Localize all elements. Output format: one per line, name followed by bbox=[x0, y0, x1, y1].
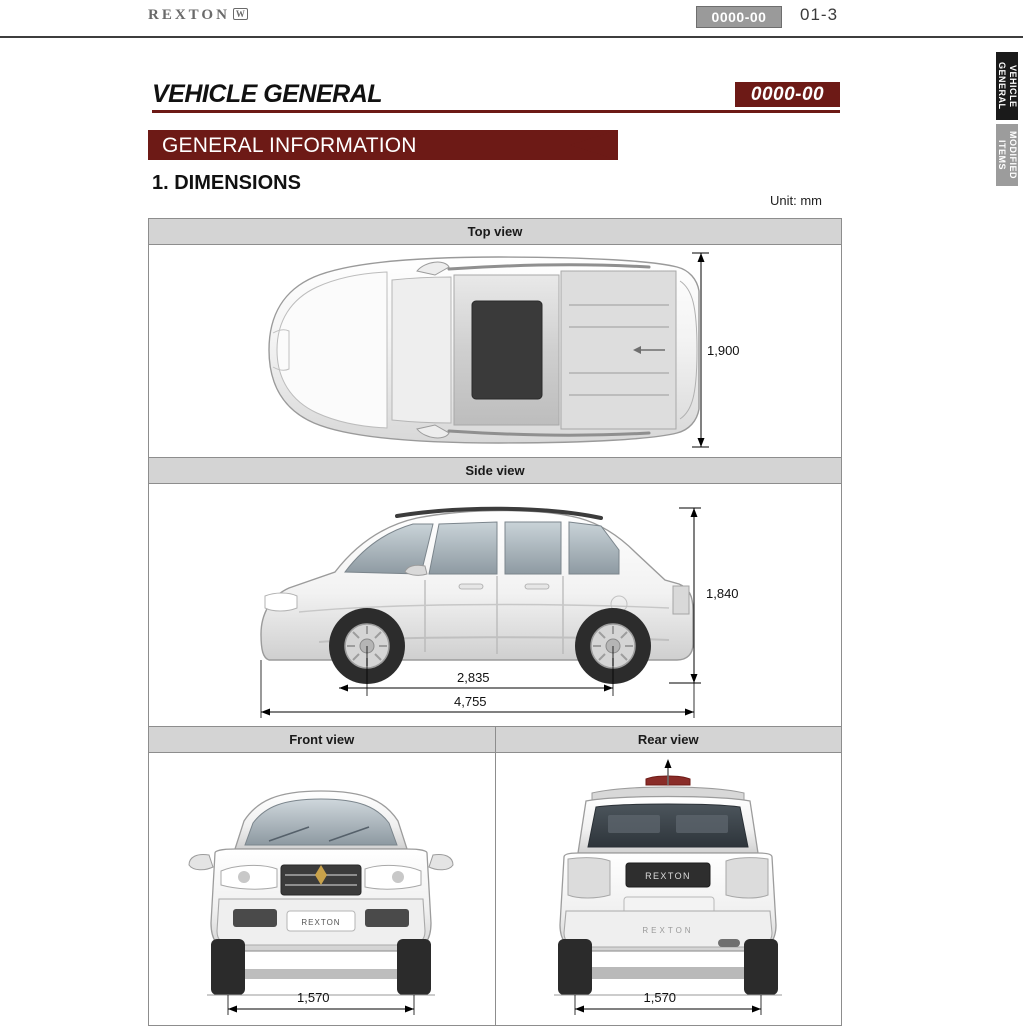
rear-view-cell bbox=[496, 753, 842, 1025]
page-header bbox=[0, 0, 1023, 38]
front-rear-view-row bbox=[149, 753, 841, 1025]
dimensions-table bbox=[148, 218, 842, 1026]
svg-text:REXTON: REXTON bbox=[301, 918, 341, 927]
dimension-overall-length: 4,755 bbox=[454, 694, 487, 709]
document-code-badge: 0000-00 bbox=[696, 6, 782, 28]
dimension-side-view-height: 1,840 bbox=[706, 586, 739, 601]
banner-arrow-shape bbox=[570, 130, 618, 160]
banner-title: GENERAL INFORMATION bbox=[162, 134, 417, 157]
side-view-cell bbox=[149, 484, 841, 727]
table-header-rear-view: Rear view bbox=[637, 732, 699, 747]
dimension-top-view-width: 1,900 bbox=[707, 343, 740, 358]
front-view-illustration bbox=[149, 753, 494, 1025]
dimension-rear-track: 1,570 bbox=[643, 990, 677, 1005]
header-divider bbox=[0, 36, 1023, 38]
dimension-wheelbase: 2,835 bbox=[457, 670, 490, 685]
brand-mark-icon: W bbox=[233, 8, 248, 20]
table-header-front-view: Front view bbox=[149, 727, 496, 752]
side-tab-vehicle-general: VEHICLE GENERAL bbox=[996, 52, 1018, 120]
side-view-illustration bbox=[149, 484, 841, 726]
table-header-top-view: Top view bbox=[149, 219, 841, 245]
table-header-front-rear bbox=[149, 727, 841, 753]
page-title: VEHICLE GENERAL bbox=[152, 80, 383, 108]
dimension-front-track: 1,570 bbox=[297, 990, 330, 1005]
brand-logo bbox=[148, 7, 248, 24]
top-view-cell bbox=[149, 245, 841, 458]
svg-text:REXTON: REXTON bbox=[641, 926, 694, 935]
subsection-title: 1. DIMENSIONS bbox=[152, 172, 301, 194]
front-view-cell bbox=[149, 753, 496, 1025]
brand-name: REXTON bbox=[148, 7, 230, 23]
title-underline bbox=[152, 110, 840, 113]
unit-label: Unit: mm bbox=[770, 193, 822, 208]
page-number: 01‑3 bbox=[800, 5, 839, 24]
svg-text:REXTON: REXTON bbox=[644, 871, 691, 881]
section-code-badge: 0000-00 bbox=[735, 82, 840, 107]
rear-view-illustration bbox=[496, 753, 841, 1025]
table-header-side-view: Side view bbox=[149, 458, 841, 484]
side-tab-modified-items: MODIFIED ITEMS bbox=[996, 124, 1018, 186]
